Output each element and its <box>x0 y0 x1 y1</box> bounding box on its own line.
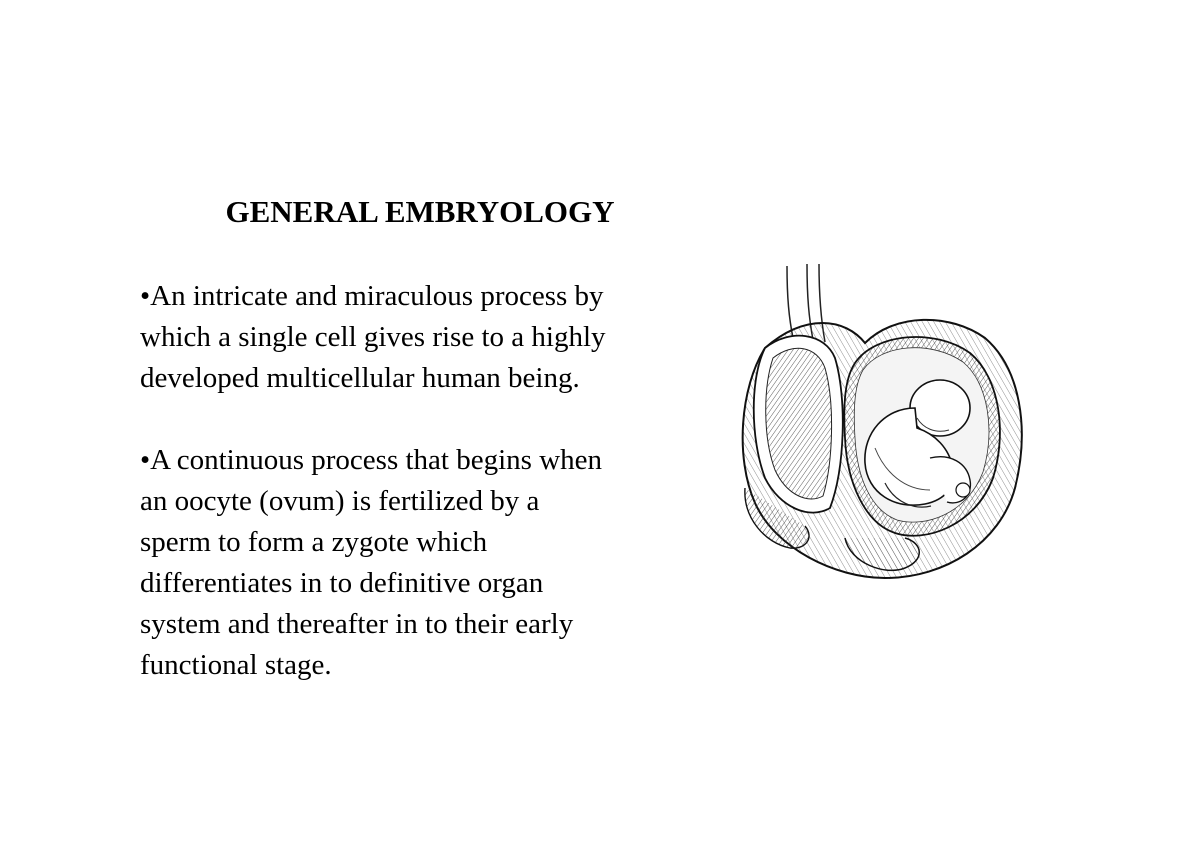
text-line: developed multicellular human being. <box>140 362 580 394</box>
text-line: sperm to form a zygote which <box>140 526 488 558</box>
text-line: functional stage. <box>140 649 332 681</box>
text-line: an oocyte (ovum) is fertilized by a <box>140 485 540 517</box>
text-line: •A continuous process that begins when <box>140 444 603 476</box>
paragraph-process <box>140 440 710 686</box>
text-line: which a single cell gives rise to a highly <box>140 321 606 353</box>
text-line: system and thereafter in to their early <box>140 608 574 640</box>
page-title: GENERAL EMBRYOLOGY <box>225 194 615 229</box>
text-line: differentiates in to definitive organ <box>140 567 544 599</box>
text-line: •An intricate and miraculous process by <box>140 280 604 312</box>
paragraph-definition <box>140 276 710 399</box>
fetus-drawing <box>735 258 1035 588</box>
fetus-in-uterus-illustration <box>735 258 1035 588</box>
